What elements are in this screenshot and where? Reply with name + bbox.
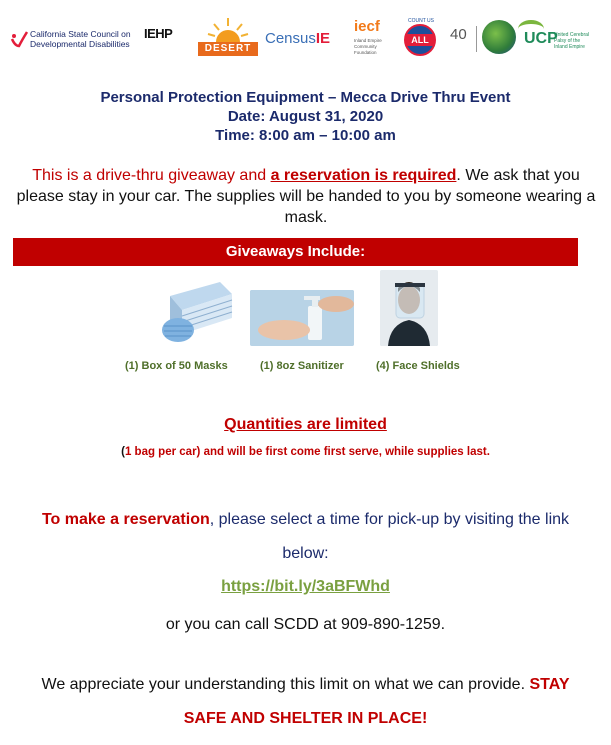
- caption-sanitizer: (1) 8oz Sanitizer: [260, 360, 344, 372]
- census-ie-suffix: IE: [315, 30, 331, 47]
- limit-details: [0, 446, 611, 458]
- scdd-line2: Developmental Disabilities: [30, 39, 130, 49]
- giveaway-captions: [0, 360, 611, 376]
- desert-logo: [196, 14, 262, 62]
- caption-face-shields: (4) Face Shields: [376, 360, 460, 372]
- intro-rest: . We ask that you please stay in your car. The supplies will be handed to you by someone wearing a mask.: [16, 167, 596, 226]
- bag-limit: 1 bag per car: [124, 446, 197, 458]
- logo-divider: [476, 26, 477, 52]
- scdd-logo: [10, 28, 135, 50]
- face-masks-photo: [160, 276, 236, 346]
- ucp-logo: [518, 20, 598, 60]
- scdd-logo-text: [30, 29, 131, 49]
- reservation-instructions: [20, 503, 591, 571]
- reservation-link[interactable]: https://bit.ly/3aBFWhd: [221, 578, 390, 595]
- thanks-text: We appreciate your understanding this limit on what we can provide.: [41, 676, 530, 693]
- reservation-rest: , please select a time for pick-up by visiting the link below:: [209, 511, 570, 562]
- ucp-logo-subtext: United Cerebral Palsy of the Inland Empire: [554, 32, 590, 50]
- quantities-limited-heading: Quantities are limited: [224, 416, 387, 433]
- stay-safe-text: STAY SAFE AND SHELTER IN PLACE!: [183, 676, 570, 727]
- sponsor-logos: [10, 14, 600, 64]
- event-time: Time: 8:00 am – 10:00 am: [215, 127, 396, 144]
- globe-logo: [482, 20, 516, 54]
- call-scdd-text: or you can call SCDD at 909-890-1259.: [165, 616, 446, 633]
- giveaway-photos: [0, 270, 611, 350]
- iehp-logo: [144, 26, 184, 54]
- count-us-badge: ALL: [406, 34, 434, 46]
- paren-open: (: [121, 446, 125, 458]
- caption-masks: (1) Box of 50 Masks: [125, 360, 228, 372]
- heart-swoosh-icon: [10, 30, 28, 48]
- forty-logo: [450, 26, 480, 52]
- reservation-lead: To make a reservation: [41, 511, 210, 528]
- giveaways-banner: Giveaways Include:: [13, 238, 578, 266]
- intro-lead: This is a drive-thru giveaway and: [32, 167, 271, 184]
- desert-logo-text: DESERT: [198, 42, 258, 56]
- event-title: Personal Protection Equipment – Mecca Drive Thru Event: [100, 89, 511, 106]
- hand-sanitizer-photo: [250, 290, 354, 346]
- face-shield-photo: [380, 270, 438, 346]
- event-date: Date: August 31, 2020: [227, 108, 384, 125]
- sun-icon: [206, 18, 250, 42]
- iehp-logo-text: IEHP: [144, 26, 173, 41]
- census-text: Census: [265, 30, 316, 47]
- iecf-logo-subtext: Inland Empire Community Foundation: [354, 38, 382, 55]
- census-ie-logo: [265, 30, 343, 52]
- limit-rest: ) and will be first come first serve, while supplies last.: [196, 446, 490, 458]
- intro-paragraph: [14, 165, 598, 228]
- closing-message: [20, 668, 591, 736]
- count-us-all-logo: [402, 18, 440, 58]
- reservation-required: a reservation is required: [270, 167, 457, 184]
- event-header: [0, 88, 611, 145]
- ucp-logo-text: UCP: [524, 30, 558, 47]
- forty-text: 40: [450, 26, 467, 43]
- iecf-logo-text: iecf: [354, 18, 380, 35]
- count-us-top: COUNT US: [407, 18, 435, 24]
- scdd-line1: California State Council on: [30, 29, 131, 39]
- iecf-logo: [354, 18, 400, 58]
